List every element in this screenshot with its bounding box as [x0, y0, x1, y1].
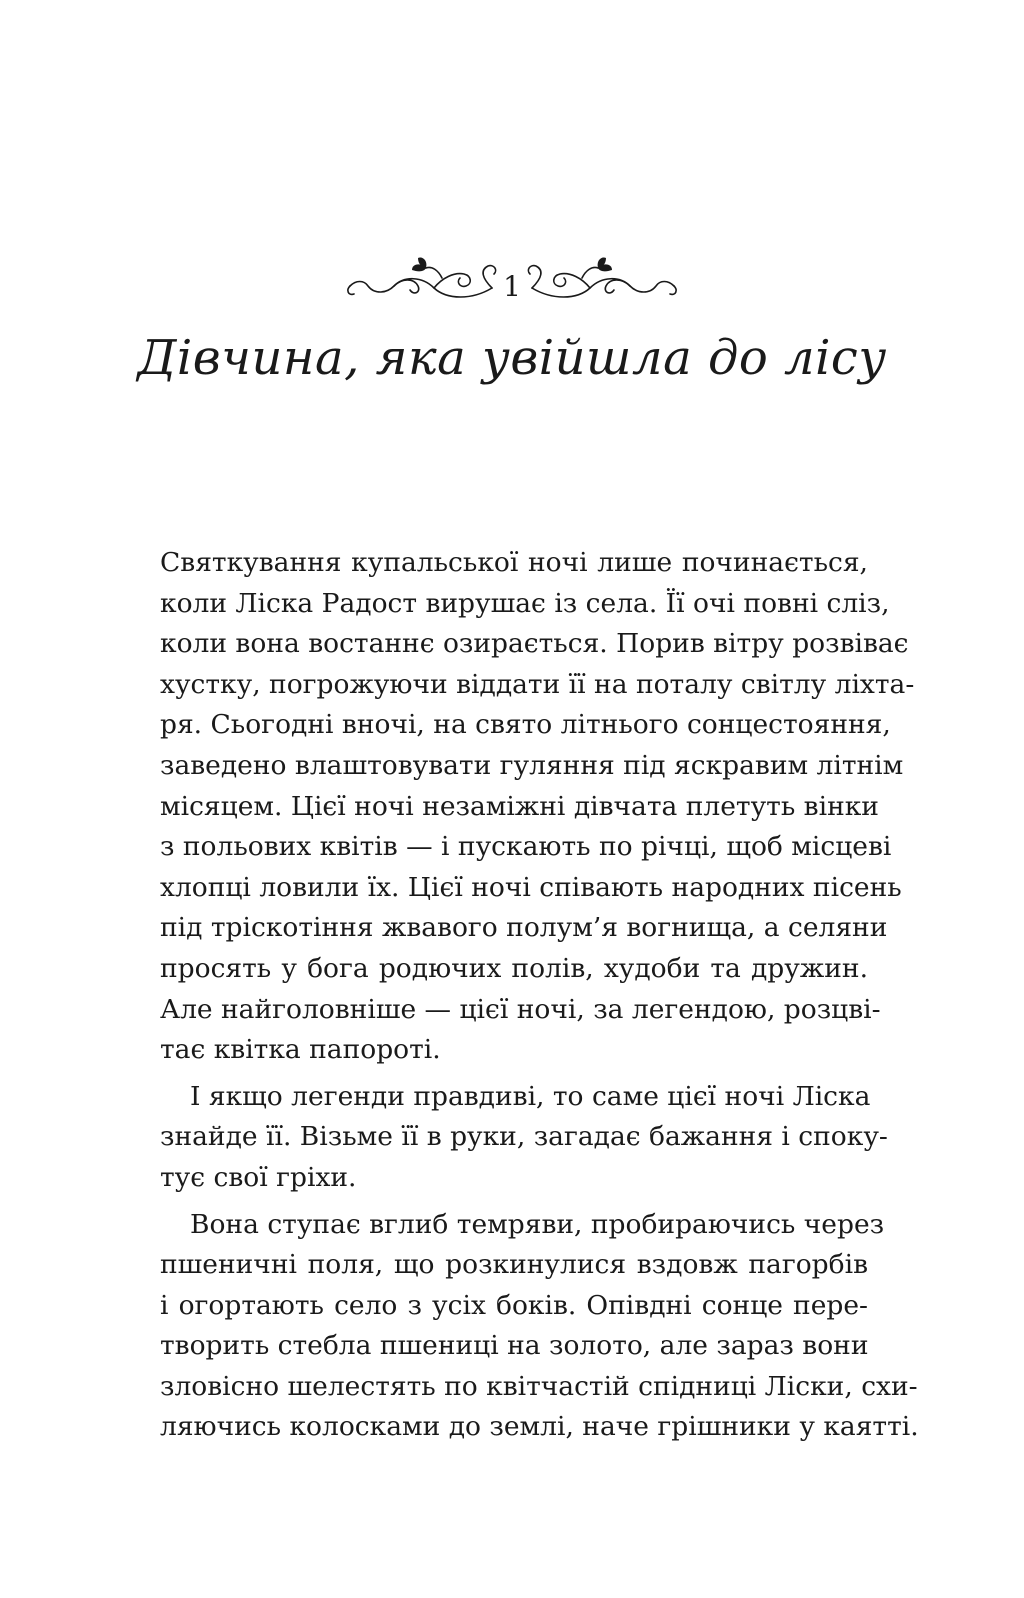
text-line: і огортають село з усіх боків. Опівдні сонце пере-: [160, 1289, 868, 1321]
text-line: тує свої гріхи.: [160, 1161, 357, 1193]
text-line: тає квітка папороті.: [160, 1034, 441, 1066]
chapter-header: [0, 248, 1024, 318]
text-line: коли Ліска Радост вирушає із села. Її очі повні сліз,: [160, 587, 890, 619]
text-line: творить стебла пшениці на золото, але зараз вони: [160, 1330, 869, 1362]
text-line: Вона ступає вглиб темряви, пробираючись через: [190, 1208, 885, 1240]
text-line: ляючись колосками до землі, наче грішники у каятті.: [160, 1411, 919, 1443]
text-line: Святкування купальської ночі лише починається,: [160, 547, 868, 578]
text-line: ря. Сьогодні вночі, на свято літнього сонцестояння,: [160, 709, 891, 741]
text-line: місяцем. Цієї ночі незаміжні дівчата плетуть вінки: [160, 790, 879, 822]
text-line: заведено влаштовувати гуляння під яскравим літнім: [160, 749, 904, 781]
text-line: коли вона востаннє озирається. Порив вітру розвіває: [160, 628, 909, 660]
chapter-title: Дівчина, яка увійшла до лісу: [137, 330, 887, 386]
text-line: Але найголовніше — цієї ночі, за легендою, розцві-: [160, 993, 881, 1025]
text-line: знайде її. Візьме її в руки, загадає бажання і споку-: [160, 1121, 888, 1153]
chapter-number: 1: [503, 270, 521, 303]
text-line: хустку, погрожуючи віддати її на поталу світлу ліхта-: [160, 668, 915, 700]
text-line: пшеничні поля, що розкинулися вздовж пагорбів: [160, 1249, 868, 1281]
text-line: під тріскотіння жвавого полум’я вогнища, а селяни: [160, 912, 888, 944]
chapter-body: [160, 543, 919, 1448]
text-line: зловісно шелестять по квітчастій спідниці Ліски, схи-: [160, 1370, 918, 1402]
flourish-ornament-icon: [342, 248, 682, 318]
text-line: І якщо легенди правдиві, то саме цієї ночі Ліска: [190, 1080, 871, 1112]
text-line: просять у бога родючих полів, худоби та дружин.: [160, 952, 868, 984]
text-line: хлопці ловили їх. Цієї ночі співають народних пісень: [160, 871, 902, 903]
text-line: з польових квітів — і пускають по річці, щоб місцеві: [160, 831, 892, 863]
